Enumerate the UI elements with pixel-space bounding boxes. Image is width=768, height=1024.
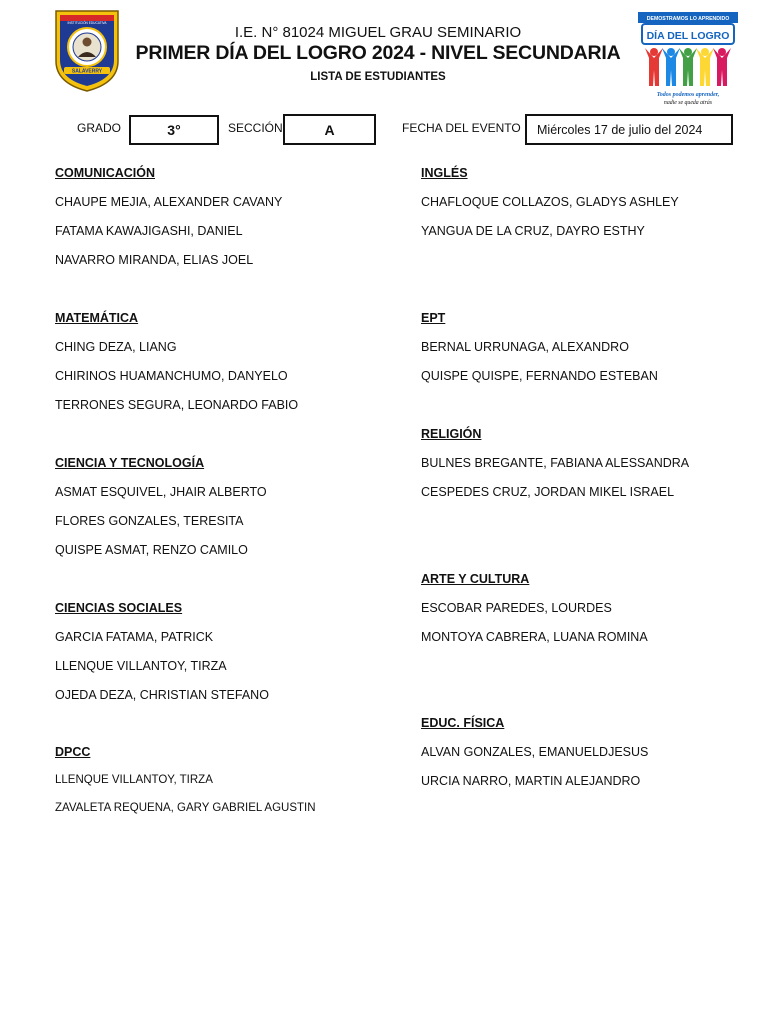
course-title: CIENCIAS SOCIALES bbox=[55, 601, 183, 615]
student-name: CESPEDES CRUZ, JORDAN MIKEL ISRAEL bbox=[421, 485, 675, 499]
list-title: LISTA DE ESTUDIANTES bbox=[310, 71, 446, 83]
student-name: BULNES BREGANTE, FABIANA ALESSANDRA bbox=[421, 456, 690, 470]
student-name: ESCOBAR PAREDES, LOURDES bbox=[421, 601, 612, 615]
seccion-value: A bbox=[324, 121, 335, 138]
student-name: ZAVALETA REQUENA, GARY GABRIEL AGUSTIN bbox=[55, 802, 316, 814]
course-title: DPCC bbox=[55, 745, 91, 759]
school-crest-logo bbox=[54, 9, 120, 93]
seccion-label: SECCIÓN bbox=[228, 121, 283, 135]
event-title: PRIMER DÍA DEL LOGRO 2024 - NIVEL SECUNDARIA bbox=[135, 42, 621, 64]
student-name: TERRONES SEGURA, LEONARDO FABIO bbox=[55, 398, 299, 412]
seccion-value-box bbox=[283, 114, 376, 145]
student-name: BERNAL URRUNAGA, ALEXANDRO bbox=[421, 340, 629, 354]
student-name: QUISPE ASMAT, RENZO CAMILO bbox=[55, 543, 248, 557]
student-name: LLENQUE VILLANTOY, TIRZA bbox=[55, 774, 213, 786]
fecha-value: Miércoles 17 de julio del 2024 bbox=[537, 122, 703, 137]
logo-slogan-1: Todos podemos aprender, bbox=[656, 92, 720, 98]
student-name: MONTOYA CABRERA, LUANA ROMINA bbox=[421, 630, 648, 644]
student-name: GARCIA FATAMA, PATRICK bbox=[55, 630, 214, 644]
course-title: INGLÉS bbox=[421, 166, 468, 180]
logo-top-banner: DEMOSTRAMOS LO APRENDIDO bbox=[646, 16, 730, 22]
course-title: COMUNICACIÓN bbox=[55, 166, 155, 180]
course-title: MATEMÁTICA bbox=[55, 311, 139, 325]
student-name: CHAUPE MEJIA, ALEXANDER CAVANY bbox=[55, 195, 283, 209]
student-name: ASMAT ESQUIVEL, JHAIR ALBERTO bbox=[55, 485, 267, 499]
logo-title: DÍA DEL LOGRO bbox=[646, 30, 730, 42]
course-title: RELIGIÓN bbox=[421, 427, 482, 441]
student-name: QUISPE QUISPE, FERNANDO ESTEBAN bbox=[421, 369, 658, 383]
student-name: LLENQUE VILLANTOY, TIRZA bbox=[55, 659, 227, 673]
grado-value-box bbox=[129, 115, 219, 145]
school-name: I.E. N° 81024 MIGUEL GRAU SEMINARIO bbox=[234, 24, 522, 41]
student-name: FATAMA KAWAJIGASHI, DANIEL bbox=[55, 224, 243, 238]
student-name: URCIA NARRO, MARTIN ALEJANDRO bbox=[421, 774, 641, 788]
student-name: FLORES GONZALES, TERESITA bbox=[55, 514, 244, 528]
crest-name: SALAVERRY bbox=[71, 68, 103, 75]
student-name: CHAFLOQUE COLLAZOS, GLADYS ASHLEY bbox=[421, 195, 679, 209]
student-name: CHIRINOS HUAMANCHUMO, DANYELO bbox=[55, 369, 288, 383]
student-name: YANGUA DE LA CRUZ, DAYRO ESTHY bbox=[421, 224, 645, 238]
course-title: EDUC. FÍSICA bbox=[421, 716, 505, 730]
course-title: EPT bbox=[421, 311, 446, 325]
fecha-value-box bbox=[525, 114, 733, 145]
student-name: ALVAN GONZALES, EMANUELDJESUS bbox=[421, 745, 649, 759]
grado-value: 3° bbox=[167, 122, 181, 138]
crest-top-text: INSTITUCIÓN EDUCATIVA bbox=[67, 21, 107, 25]
people-figures-icon bbox=[645, 48, 731, 86]
course-title: ARTE Y CULTURA bbox=[421, 572, 530, 586]
course-title: CIENCIA Y TECNOLOGÍA bbox=[55, 456, 205, 470]
grado-label: GRADO bbox=[77, 121, 122, 135]
logo-slogan-2: nadie se queda atrás bbox=[663, 100, 713, 106]
fecha-label: FECHA DEL EVENTO bbox=[402, 121, 521, 135]
student-name: NAVARRO MIRANDA, ELIAS JOEL bbox=[55, 253, 254, 267]
student-name: OJEDA DEZA, CHRISTIAN STEFANO bbox=[55, 688, 269, 702]
dia-del-logro-logo bbox=[636, 12, 740, 108]
student-name: CHING DEZA, LIANG bbox=[55, 340, 177, 354]
